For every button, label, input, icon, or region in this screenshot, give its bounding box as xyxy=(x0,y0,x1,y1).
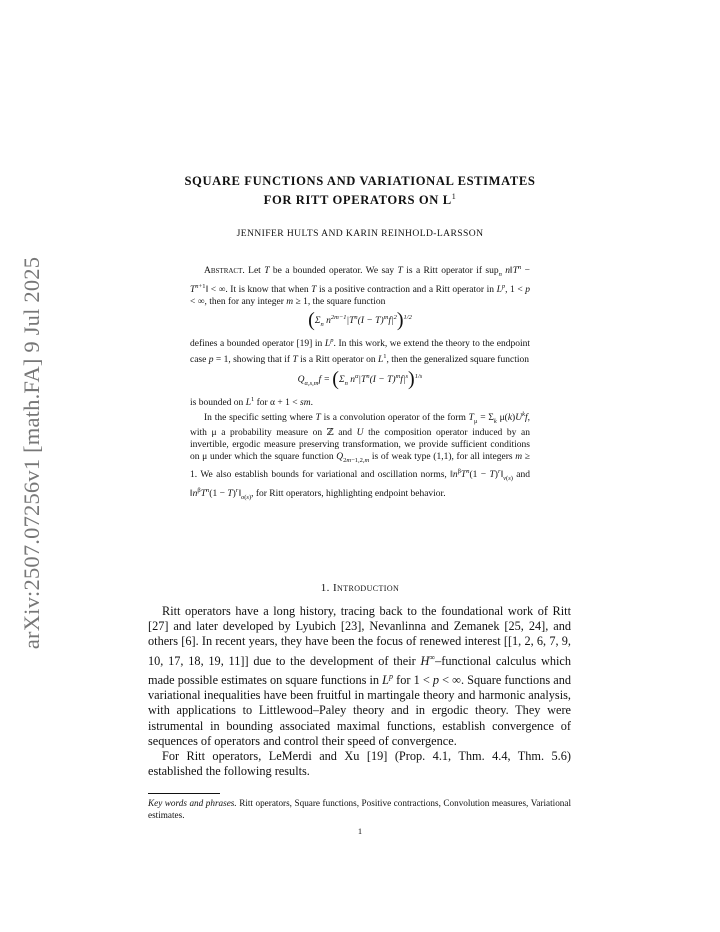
page-number: 1 xyxy=(357,826,363,836)
footnote-label: Key words and phrases. xyxy=(148,798,237,808)
abstract-paragraph-3: is bounded on $L^1$ for α + 1 < sm. xyxy=(190,395,313,408)
abstract-paragraph-1: Abstract. Let T be a bounded operator. We say T is a Ritt operator if sup$_n$ $n‖T^n$ − $T^{n+1}‖$ < ∞. It is know that when T is a positive contraction and a Ritt operator in $L^p$, 1 < p < ∞, then for any integer m ≥ 1, the square function xyxy=(190,264,531,307)
abstract-paragraph-2: defines a bounded operator [19] in $L^p$. In this work, we extend the theory to the endpoint case p = 1, showing that if T is a Ritt operator on $L^1$, then the generalized square function xyxy=(190,337,530,366)
paper-title xyxy=(150,174,570,208)
footnote xyxy=(148,797,571,821)
title-line-1: SQUARE FUNCTIONS AND VARIATIONAL ESTIMATES xyxy=(184,174,536,188)
introduction-body xyxy=(148,604,571,779)
abstract xyxy=(190,262,530,504)
equation-square-function: ($\Sigma_n$ $n^{2m-1}|T^n(I - T)^mf|^2)^{1/2}$ xyxy=(308,309,412,332)
footnote-text: Ritt operators, Square functions, Positive contractions, Convolution measures, Variational estimates. xyxy=(148,798,572,820)
footnote-rule xyxy=(148,793,220,794)
title-line-2: FOR RITT OPERATORS ON $L^1$ xyxy=(263,192,457,208)
equation-generalized-square-function: $Q_{\alpha,s,m}f = (\Sigma_n$ $n^\alpha|T^n(I - T)^mf|^s)^{1/s}$ xyxy=(297,367,423,390)
section-title: Introduction xyxy=(332,582,400,594)
abstract-heading: Abstract. xyxy=(204,266,245,277)
intro-paragraph-2: For Ritt operators, LeMerdi and Xu [19] (Prop. 4.1, Thm. 4.4, Thm. 5.6) established the following results. xyxy=(148,749,571,779)
intro-paragraph-1: Ritt operators have a long history, tracing back to the foundational work of Ritt [27] and later developed by Lyubich [23], Nevanlinna and Zemanek [25, 24], and others [6]. In recent years, they have been the focus of renewed interest [[1, 2, 6, 7, 9, 10, 17, 18, 19, 11]] due to the development of their H∞–functional calculus which made possible estimates on square functions in $L^p$ for 1 < p < ∞. Square functions and variational inequalities have been fruitful in martingale theory and harmonic analysis, with applications to Littlewood–Paley theory and in ergodic theory. They were istrumental in bounding associated maximal functions, establish convergence of sequences of operators and control their speed of convergence. xyxy=(148,604,572,748)
abstract-paragraph-4: In the specific setting where T is a convolution operator of the form $T_\mu = \Sigma_k$ $\mu(k)U^kf$, with μ a probability measure on ℤ and U the composition operator induced by an invertible, ergodic measure preserving transformation, we provide sufficient conditions on μ under which the square function $Q_{2m-1,2,m}$ is of weak type (1,1), for all integers m ≥ 1. We also establish bounds for variational and oscillation norms, $‖n^\beta T^n(1$ − $T)^r‖_{v(s)}$ and $‖n^\beta T^n(1$ − $T)^r‖_{o(s)}$, for Ritt operators, highlighting endpoint behavior. xyxy=(190,411,531,501)
section-heading: 1. Introduction xyxy=(320,582,400,594)
arxiv-identifier: arXiv:2507.07256v1 [math.FA] 9 Jul 2025 xyxy=(19,256,44,650)
author-list: JENNIFER HULTS AND KARIN REINHOLD-LARSSON xyxy=(236,228,484,239)
